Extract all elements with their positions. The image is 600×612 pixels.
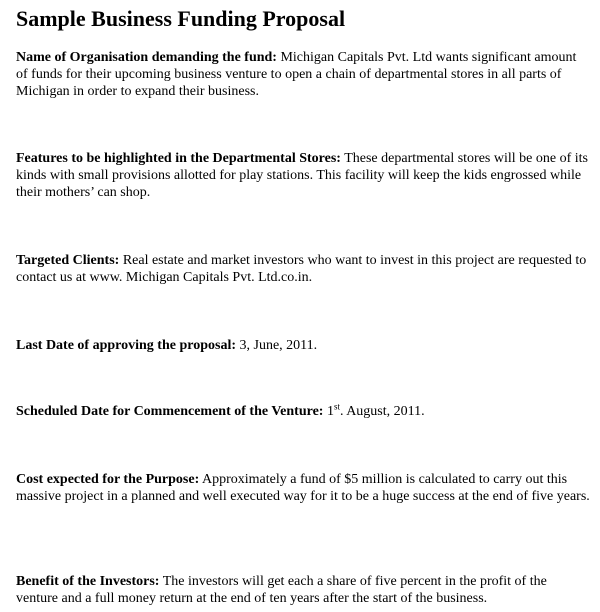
section-label: Name of Organisation demanding the fund: [16,50,277,65]
section-commencement-date [16,403,590,420]
section-text: 3, June, 2011. [236,338,318,353]
section-text: Real estate and market investors who want to invest in this project are requested to contact us at www. Michigan Capitals Pvt. Ltd.co.in. [16,253,587,285]
section-features [16,150,590,201]
section-investor-benefit [16,573,590,607]
ordinal-superscript: st [333,401,340,412]
section-text: . August, 2011. [339,404,425,419]
section-text: Michigan Capitals Pvt. Ltd wants significant amount of funds for their upcoming business venture to open a chain of departmental stores in all parts of Michigan in order to expand their business. [16,50,577,99]
section-organisation [16,49,590,100]
section-label: Cost expected for the Purpose: [16,472,200,487]
section-label: Benefit of the Investors: [16,574,160,589]
section-label: Last Date of approving the proposal: [16,338,237,353]
page-title: Sample Business Funding Proposal [16,6,346,31]
section-text: The investors will get each a share of five percent in the profit of the venture and a full money return at the end of ten years after the start of the business. [16,574,547,606]
section-last-date [16,337,590,354]
section-text: These departmental stores will be one of its kinds with small provisions allotted for play stations. This facility will keep the kids engrossed while their mothers’ can shop. [16,151,588,200]
section-cost [16,471,590,505]
section-text: Approximately a fund of $5 million is calculated to carry out this massive project in a planned and well executed way for it to be a huge success at the end of five years. [16,472,590,504]
section-label: Scheduled Date for Commencement of the Venture: [16,404,324,419]
section-label: Features to be highlighted in the Departmental Stores: [16,151,341,166]
section-text: 1 [323,404,334,419]
section-targeted-clients [16,252,590,286]
section-label: Targeted Clients: [16,253,120,268]
